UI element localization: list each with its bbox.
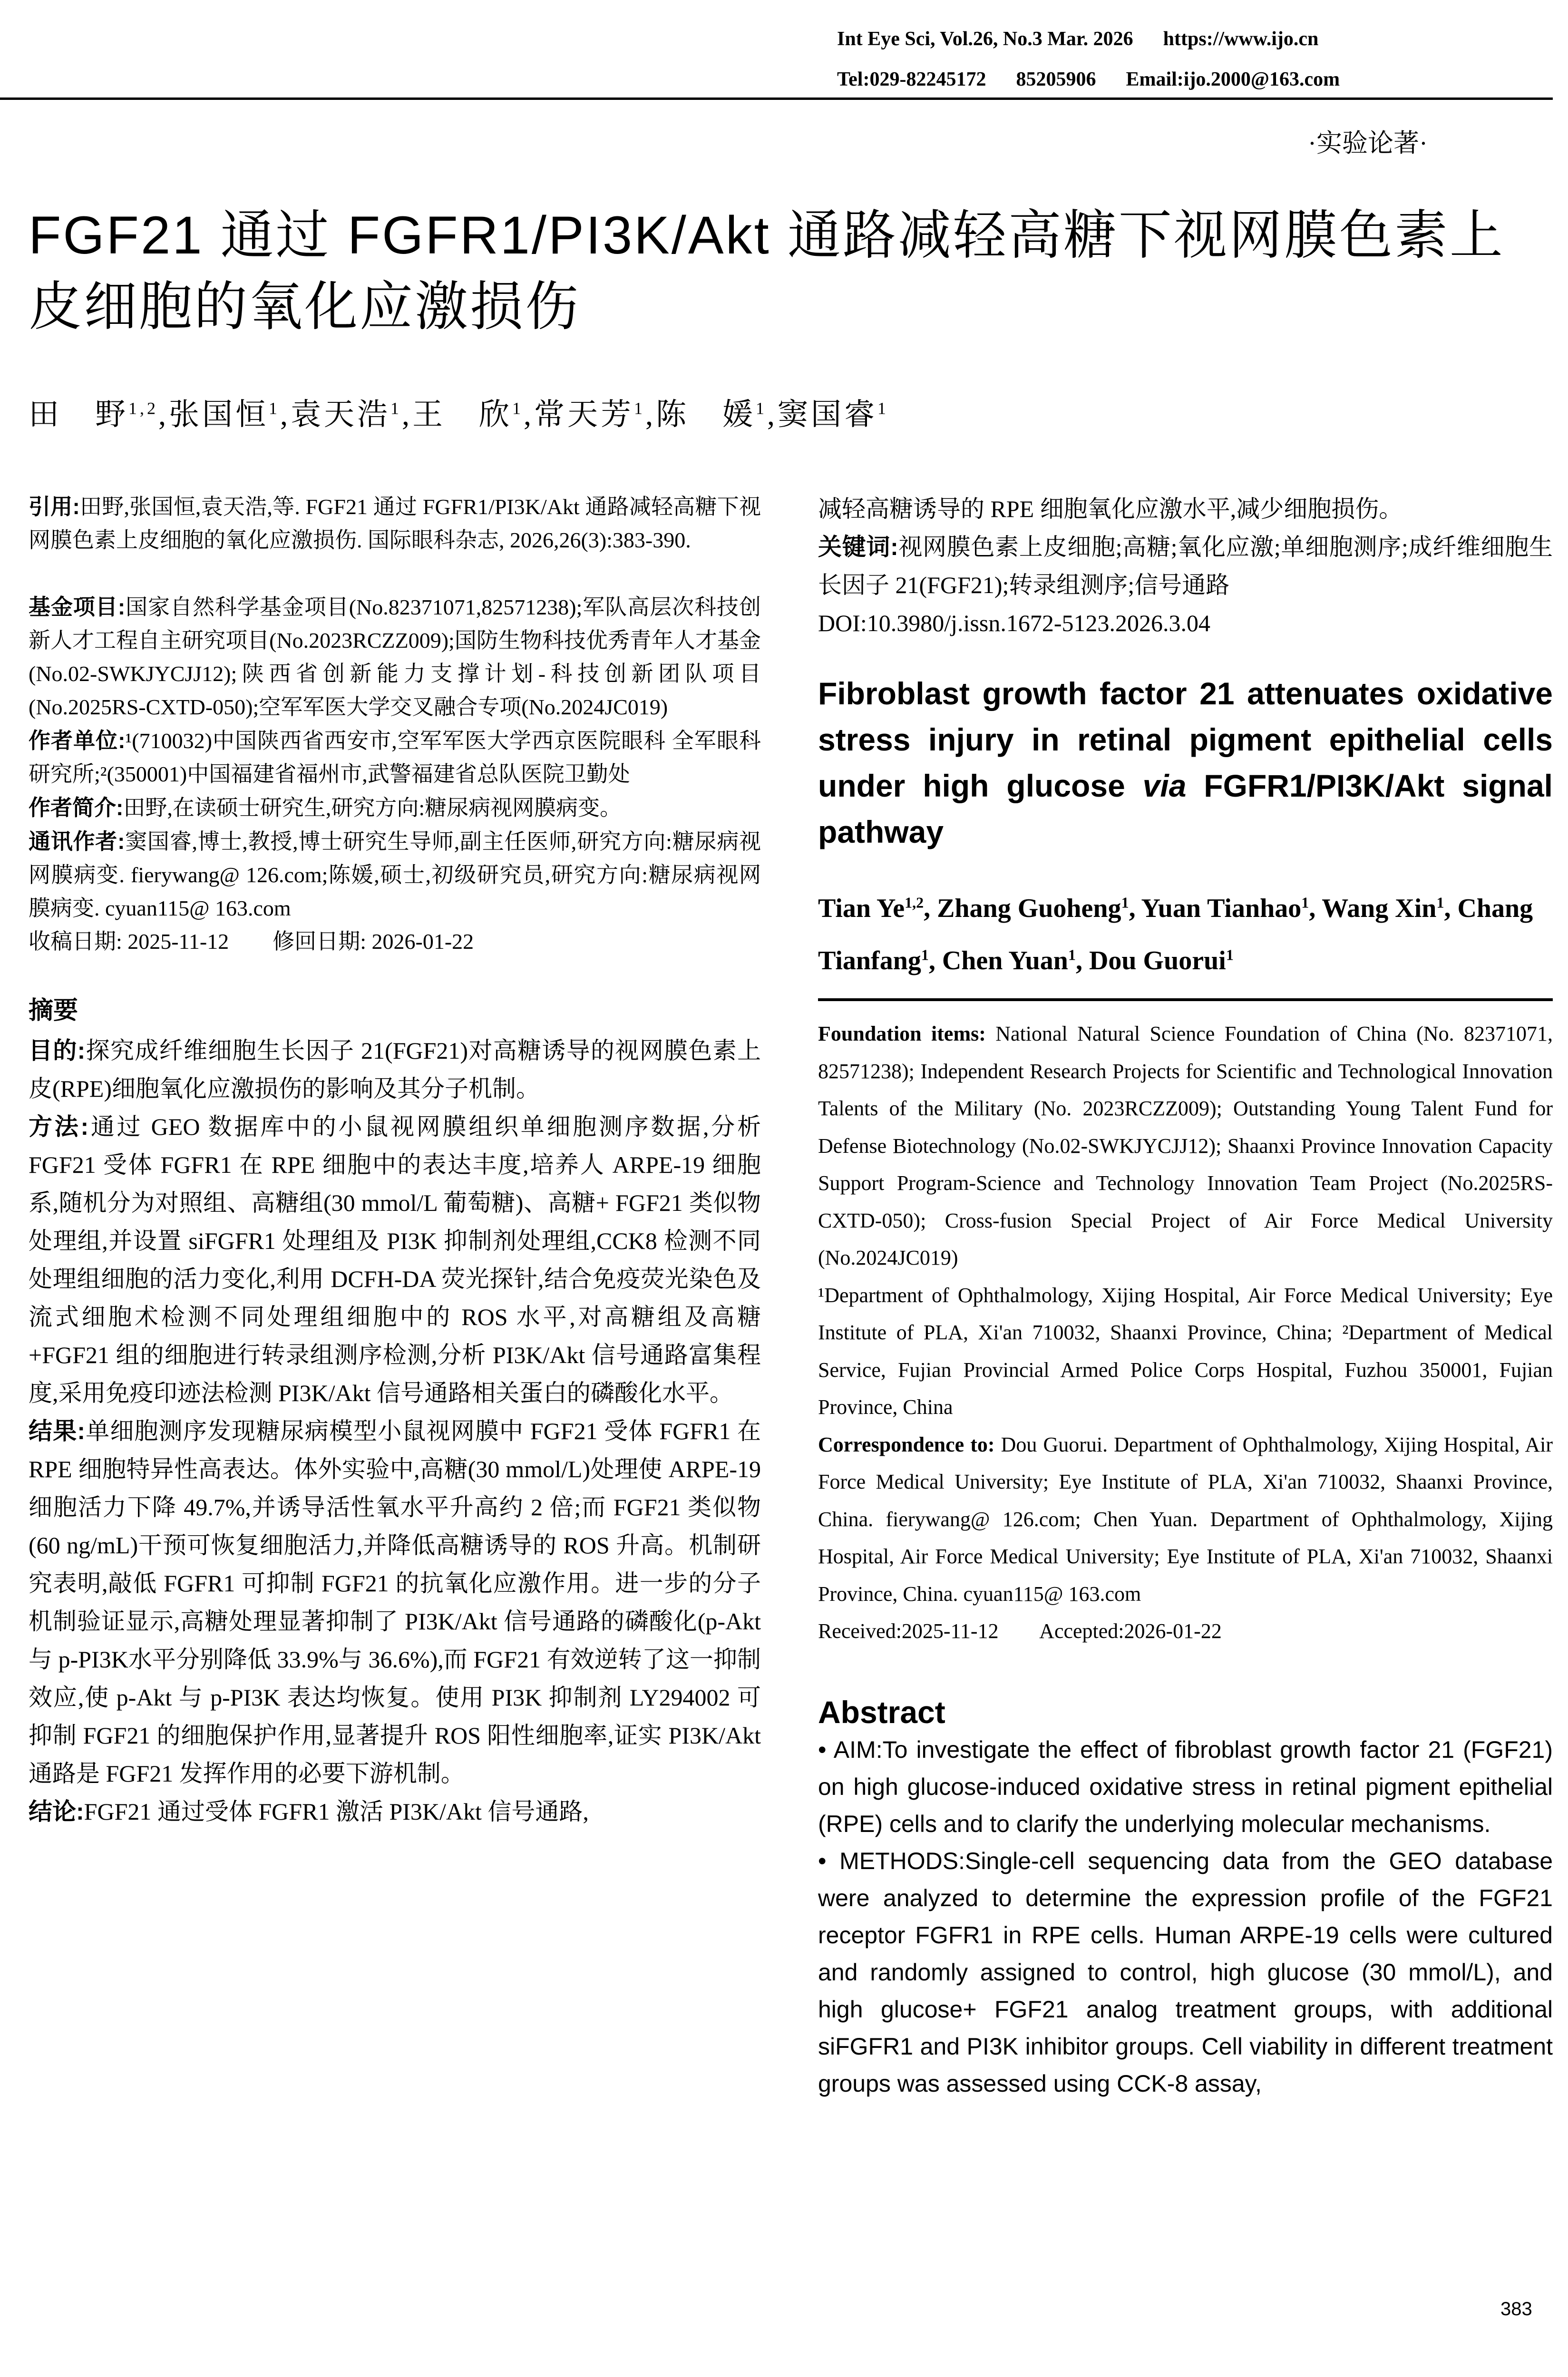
results-text-cn: 单细胞测序发现糖尿病模型小鼠视网膜中 FGF21 受体 FGFR1 在 RPE 细胞特异性高表达。体外实验中,高糖(30 mmol/L)处理使 ARPE-19 细胞活力下降 49.7%,并诱导活性氧水平升高约 2 倍;而 FGF21 类似物(60 ng/mL)干预可恢复细胞活力,并降低高糖诱导的 ROS 升高。机制研究表明,敲低 FGFR1 可抑制 FGF21 的抗氧化应激作用。进一步的分子机制验证显示,高糖处理显著抑制了 PI3K/Akt 信号通路的磷酸化(p-Akt 与 p-PI3K水平分别降低 33.9%与 36.6%),而 FGF21 有效逆转了这一抑制效应,使 p-Akt 与 p-PI3K 表达均恢复。使用 PI3K 抑制剂 LY294002 可抑制 FGF21 的细胞保护作用,显著提升 ROS 阳性细胞率,证实 PI3K/Akt 通路是 FGF21 发挥作用的必要下游机制。	[29, 1418, 761, 1787]
methods-cn	[29, 1108, 761, 1412]
methods-text-en: Single-cell sequencing data from the GEO database were analyzed to determine the expression profile of the FGF21 receptor FGFR1 in RPE cells. Human ARPE-19 cells were cultured and randomly assigned to control, high glucose (30 mmol/L), and high glucose+ FGF21 analog treatment groups, with additional siFGFR1 and PI3K inhibitor groups. Cell viability in different treatment groups was assessed using CCK-8 assay,	[818, 1847, 1553, 2097]
cn-author-affil-sup: 1	[634, 399, 645, 418]
right-cn-block	[818, 490, 1553, 642]
cn-author-affil-sup: 1	[877, 399, 889, 418]
en-author-affil-sup: 1	[921, 946, 929, 964]
citation-text: 田野,张国恒,袁天浩,等. FGF21 通过 FGFR1/PI3K/Akt 通路减轻高糖下视网膜色素上皮细胞的氧化应激损伤. 国际眼科杂志, 2026,26(3):383-390.	[29, 495, 761, 552]
article-title-cn: FGF21 通过 FGFR1/PI3K/Akt 通路减轻高糖下视网膜色素上皮细胞的氧化应激损伤	[29, 205, 1505, 336]
authors-en: Tian Ye$^{1,2}$, Zhang Guoheng$^1$, Yuan Tianhao$^1$, Wang Xin$^1$, Chang Tianfang$^1$, Chen Yuan$^1$, Dou Guorui$^1$	[818, 893, 1533, 976]
methods-label-cn: 方法:	[29, 1113, 89, 1140]
en-author	[1089, 946, 1234, 975]
keywords-cn	[818, 528, 1553, 604]
right-column	[818, 490, 1553, 2102]
aim-text-cn: 探究成纤维细胞生长因子 21(FGF21)对高糖诱导的视网膜色素上皮(RPE)细胞氧化应激损伤的影响及其分子机制。	[29, 1037, 761, 1102]
en-author-name: Dou Guorui	[1089, 946, 1226, 976]
header-rule	[0, 97, 1553, 100]
results-cn	[29, 1412, 761, 1792]
en-author-name: Yuan Tianhao	[1141, 893, 1302, 923]
abstract-heading-en: Abstract	[818, 1694, 945, 1730]
cn-author-name: 王 欣	[412, 398, 512, 431]
cn-author-name: 常天芳	[534, 398, 634, 431]
en-author-name: Chen Yuan	[942, 946, 1068, 976]
received-cn: 收稿日期: 2025-11-12	[29, 929, 229, 954]
en-title-part2: FGFR1/PI3K/Akt signal pathway	[818, 768, 1553, 849]
authors-rule	[818, 998, 1553, 1001]
en-author-affil-sup: 1,2	[905, 894, 924, 911]
cn-author-affil-sup: 1	[390, 399, 402, 418]
correspondence-text-en: Dou Guorui. Department of Ophthalmology, Xijing Hospital, Air Force Medical University; Eye Institute of PLA, Xi'an 710032, Shaanxi Province, China. fierywang@ 126.com; Chen Yuan. Department of Ophthalmology, Xijing Hospital, Air Force Medical University; Eye Institute of PLA, Xi'an 710032, Shaanxi Province, China. cyuan115@ 163.com	[818, 1432, 1553, 1606]
en-author-affil-sup: 1	[1436, 894, 1444, 911]
keywords-label-cn: 关键词:	[818, 534, 898, 560]
aim-label-en: • AIM:	[818, 1736, 883, 1763]
cn-author-name: 袁天浩	[291, 398, 390, 431]
en-author-name: Wang Xin	[1322, 893, 1437, 923]
cn-author-affil-sup: 1,2	[128, 399, 158, 418]
en-author-name: Chang Tianfang	[818, 893, 1533, 976]
en-title-part1: Fibroblast growth factor 21 attenuates oxidative stress injury in retinal pigment epithelial cells under high glucose	[818, 676, 1553, 803]
journal-email-link[interactable]: Email:ijo.2000@163.com	[1126, 68, 1340, 90]
aim-cn	[29, 1032, 761, 1108]
cn-author-name: 窦国睿	[778, 398, 877, 431]
citation-block	[29, 490, 761, 557]
cn-author-affil-sup: 1	[269, 399, 280, 418]
foundation-label: Foundation items:	[818, 1022, 986, 1046]
correspondence-label-cn: 通讯作者:	[29, 829, 125, 854]
section-tag: ·实验论著·	[1308, 129, 1428, 157]
en-author	[1322, 894, 1444, 923]
foundation-text: National Natural Science Foundation of China (No. 82371071, 82571238); Independent Research Projects for Scientific and Technological Innovation Talents of the Military (No. 2023RCZZ009); Outstanding Young Talent Fund for Defense Biotechnology (No.02-SWKJYCJJ12); Shaanxi Province Innovation Capacity Support Program-Science and Technology Innovation Team Project (No.2025RS-CXTD-050); Cross-fusion Special Project of Air Force Medical University (No.2024JC019)	[818, 1022, 1553, 1270]
abstract-heading-cn: 摘要	[29, 997, 78, 1024]
running-header-line2	[837, 68, 1553, 91]
bio-block	[29, 791, 761, 825]
received-en: Received:2025-11-12	[818, 1619, 999, 1643]
dates-cn	[29, 925, 761, 958]
en-author-name: Zhang Guoheng	[937, 893, 1121, 923]
running-header-line1	[837, 28, 1553, 50]
bio-label: 作者简介:	[29, 795, 124, 820]
methods-text-cn: 通过 GEO 数据库中的小鼠视网膜组织单细胞测序数据,分析 FGF21 受体 FGFR1 在 RPE 细胞中的表达丰度,培养人 ARPE-19 细胞系,随机分为对照组、高糖组(30 mmol/L 葡萄糖)、高糖+ FGF21 类似物处理组,并设置 siFGFR1 处理组及 PI3K 抑制剂处理组,CCK8 检测不同处理组细胞的活力变化,利用 DCFH-DA 荧光探针,结合免疫荧光染色及流式细胞术检测不同处理组细胞中的 ROS 水平,对高糖组及高糖+FGF21 组的细胞进行转录组测序检测,分析 PI3K/Akt 信号通路富集程度,采用免疫印迹法检测 PI3K/Akt 信号通路相关蛋白的磷酸化水平。	[29, 1113, 761, 1406]
en-author	[937, 894, 1129, 923]
affiliation-text: ¹(710032)中国陕西省西安市,空军军医大学西京医院眼科 全军眼科研究所;²(350001)中国福建省福州市,武警福建省总队医院卫勤处	[29, 729, 761, 786]
results-label-cn: 结果:	[29, 1418, 85, 1444]
cn-author	[656, 398, 767, 431]
cn-author-name: 陈 媛	[656, 398, 756, 431]
authors-cn: 田 野$^{1,2}$,张国恒$^1$,袁天浩$^1$,王 欣$^1$,常天芳$^1$,陈 媛$^1$,窦国睿$^1$	[29, 398, 889, 431]
cn-author	[412, 398, 524, 431]
doi[interactable]: DOI:10.3980/j.issn.1672-5123.2026.3.04	[818, 610, 1210, 636]
aim-en	[818, 1731, 1553, 1842]
accepted-en: Accepted:2026-01-22	[1039, 1619, 1222, 1643]
cn-author-name: 张国恒	[169, 398, 269, 431]
abstract-block-cn	[29, 992, 761, 1831]
correspondence-text-cn: 窦国睿,博士,教授,博士研究生导师,副主任医师,研究方向:糖尿病视网膜病变. fierywang@ 126.com;陈媛,硕士,初级研究员,研究方向:糖尿病视网膜病变. cyuan115@ 163.com	[29, 829, 761, 920]
fund-block	[29, 590, 761, 724]
cn-author-affil-sup: 1	[512, 399, 524, 418]
journal-website-link[interactable]: https://www.ijo.cn	[1163, 28, 1319, 50]
en-author-name: Tian Ye	[818, 893, 905, 923]
cn-author-name: 田 野	[29, 398, 128, 431]
methods-label-en: • METHODS:	[818, 1847, 965, 1874]
journal-tel: Tel:029-82245172	[837, 68, 986, 90]
cn-author	[169, 398, 280, 431]
journal-tel2: 85205906	[1016, 68, 1096, 90]
cn-author	[291, 398, 402, 431]
fund-text: 国家自然科学基金项目(No.82371071,82571238);军队高层次科技创新人才工程自主研究项目(No.2023RCZZ009);国防生物科技优秀青年人才基金(No.02-SWKJYCJJ12);陕西省创新能力支撑计划-科技创新团队项目(No.2025RS-CXTD-050);空军军医大学交叉融合专项(No.2024JC019)	[29, 595, 761, 719]
en-author-affil-sup: 1	[1121, 894, 1129, 911]
cn-author-affil-sup: 1	[756, 399, 767, 418]
en-author	[818, 894, 924, 923]
foundation-en	[818, 1015, 1553, 1277]
affiliation-label: 作者单位:	[29, 728, 126, 753]
affiliation-en: ¹Department of Ophthalmology, Xijing Hospital, Air Force Medical University; Eye Institute of PLA, Xi'an 710032, Shaanxi Province, China; ²Department of Medical Service, Fujian Provincial Armed Police Corps Hospital, Fuzhou 350001, Fujian Province, China	[818, 1283, 1553, 1419]
revised-cn: 修回日期: 2026-01-22	[273, 929, 474, 954]
dates-en	[818, 1613, 1553, 1650]
fund-label: 基金项目:	[29, 594, 126, 619]
cn-author	[29, 398, 158, 431]
conclusion-cn	[29, 1792, 761, 1831]
aim-label-cn: 目的:	[29, 1037, 86, 1064]
conclusion-cont-cn: 减轻高糖诱导的 RPE 细胞氧化应激水平,减少细胞损伤。	[818, 496, 1403, 522]
journal-citation: Int Eye Sci, Vol.26, No.3 Mar. 2026	[837, 28, 1133, 50]
cn-author	[778, 398, 889, 431]
correspondence-block-cn	[29, 825, 761, 925]
aim-text-en: To investigate the effect of fibroblast growth factor 21 (FGF21) on high glucose-induced oxidative stress in retinal pigment epithelial (RPE) cells and to clarify the underlying molecular mechanisms.	[818, 1736, 1553, 1837]
citation-label: 引用:	[29, 494, 80, 519]
conclusion-text-cn: FGF21 通过受体 FGFR1 激活 PI3K/Akt 信号通路,	[84, 1798, 589, 1825]
cn-author	[534, 398, 645, 431]
affiliation-block	[29, 724, 761, 791]
en-author-affil-sup: 1	[1226, 946, 1234, 964]
en-author	[942, 946, 1076, 975]
page-number: 383	[1500, 2299, 1532, 2319]
en-title-via: via	[1142, 768, 1187, 803]
left-column	[29, 490, 761, 1831]
en-author-affil-sup: 1	[1068, 946, 1076, 964]
correspondence-en	[818, 1426, 1553, 1613]
bio-text: 田野,在读硕士研究生,研究方向:糖尿病视网膜病变。	[123, 796, 622, 820]
en-author	[1141, 894, 1309, 923]
correspondence-label-en: Correspondence to:	[818, 1432, 995, 1456]
methods-en	[818, 1842, 1553, 2102]
article-title-en	[818, 671, 1553, 855]
en-author-affil-sup: 1	[1301, 894, 1309, 911]
conclusion-label-cn: 结论:	[29, 1798, 84, 1825]
keywords-text-cn: 视网膜色素上皮细胞;高糖;氧化应激;单细胞测序;成纤维细胞生长因子 21(FGF21);转录组测序;信号通路	[818, 534, 1553, 598]
